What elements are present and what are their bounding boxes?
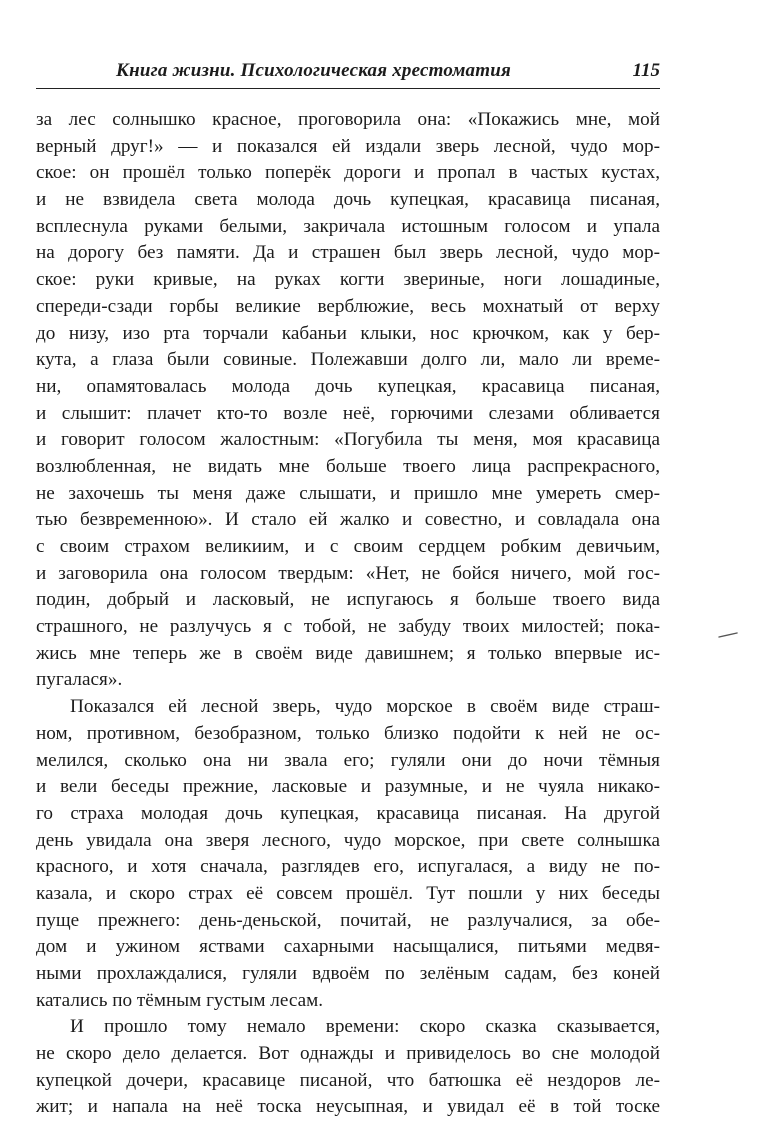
text-line: день увидала она зверя лесного, чудо морское, при свете солнышка	[36, 829, 660, 851]
text-line: ни, опамятовалась молода дочь купецкая, красавица писаная,	[36, 375, 660, 397]
text-line: за лес солнышко красное, проговорила она: «Покажись мне, мой	[36, 109, 660, 130]
text-line: купецкой дочери, красавице писаной, что батюшка её нездоров ле-	[36, 1069, 660, 1091]
text-line: не захочешь ты меня даже слышати, и пришло мне умереть смер-	[36, 482, 660, 504]
text-line: с своим страхом великиим, и с своим сердцем робким девичьим,	[36, 536, 660, 557]
text-line: жит; и напала на неё тоска неусыпная, и увидал её в той тоске	[36, 1096, 660, 1118]
text-line: красного, и хотя сначала, разглядев его, испугалася, а виду не по-	[36, 856, 660, 878]
text-line: катались по тёмным густым лесам.	[36, 989, 324, 1011]
text-line: и заговорила она голосом твердым: «Нет, не бойся ничего, мой гос-	[36, 562, 660, 584]
text-line: и вели беседы прежние, ласковые и разумные, и не чуяла никако-	[36, 776, 660, 798]
text-line: пуще прежнего: день-деньской, почитай, не разлучалися, за обе-	[36, 909, 660, 931]
text-line: ном, противном, безобразном, только близко подойти к ней не ос-	[36, 722, 660, 744]
text-line: ными прохлаждалися, гуляли вдвоём по зелёным садам, без коней	[36, 963, 660, 984]
text-line: страшного, не разлучусь я с тобой, не забуду твоих милостей; пока-	[36, 616, 660, 638]
text-line: не скоро дело делается. Вот однажды и привиделось во сне молодой	[36, 1043, 660, 1065]
text-line: возлюбленная, не видать мне больше твоего лица распрекрасного,	[36, 455, 660, 477]
text-line: до низу, изо рта торчали кабаньи клыки, нос крючком, как у бер-	[36, 322, 660, 344]
text-line: дом и ужином яствами сахарными насыщалися, питьями медвя-	[36, 936, 660, 958]
text-line: го страха молодая дочь купецкая, красавица писаная. На другой	[36, 802, 660, 824]
text-line: И прошло тому немало времени: скоро сказка сказывается,	[70, 1016, 660, 1038]
text-line: подин, добрый и ласковый, не испугаюсь я больше твоего вида	[36, 589, 660, 611]
running-header	[36, 56, 660, 86]
text-line: тью безвременною». И стало ей жалко и совестно, и совладала она	[36, 509, 660, 531]
text-line: кута, а глаза были совиные. Полежавши долго ли, мало ли време-	[36, 349, 660, 371]
margin-pencil-mark	[718, 632, 738, 638]
text-line: Показался ей лесной зверь, чудо морское в своём виде страш-	[70, 696, 660, 718]
body-text	[36, 107, 660, 1121]
text-line: спереди-сзади горбы великие верблюжие, весь мохнатый от верху	[36, 295, 660, 317]
text-line: ское: руки кривые, на руках когти звериные, ноги лошадиные,	[36, 269, 660, 291]
page-number: 115	[632, 60, 660, 81]
header-rule	[36, 88, 660, 89]
text-line: пугалася».	[36, 669, 123, 691]
text-line: ское: он прошёл только поперёк дороги и пропал в частых кустах,	[36, 162, 660, 184]
text-line: казала, и скоро страх её совсем прошёл. Тут пошли у них беседы	[36, 882, 660, 904]
text-line: и говорит голосом жалостным: «Погубила ты меня, моя красавица	[36, 429, 660, 451]
text-line: верный друг!» — и показался ей издали зверь лесной, чудо мор-	[36, 135, 660, 157]
text-line: и слышит: плачет кто-то возле неё, горючими слезами обливается	[36, 402, 660, 424]
running-title: Книга жизни. Психологическая хрестоматия	[116, 60, 511, 81]
text-line: мелился, сколько она ни звала его; гуляли они до ночи тёмныя	[36, 749, 660, 771]
text-line: жись мне теперь же в своём виде давишнем; я только впервые ис-	[36, 642, 660, 664]
text-line: и не взвидела света молода дочь купецкая, красавица писаная,	[36, 189, 660, 211]
text-line: всплеснула руками белыми, закричала истошным голосом и упала	[36, 215, 660, 237]
text-line: на дорогу без памяти. Да и страшен был зверь лесной, чудо мор-	[36, 242, 660, 264]
